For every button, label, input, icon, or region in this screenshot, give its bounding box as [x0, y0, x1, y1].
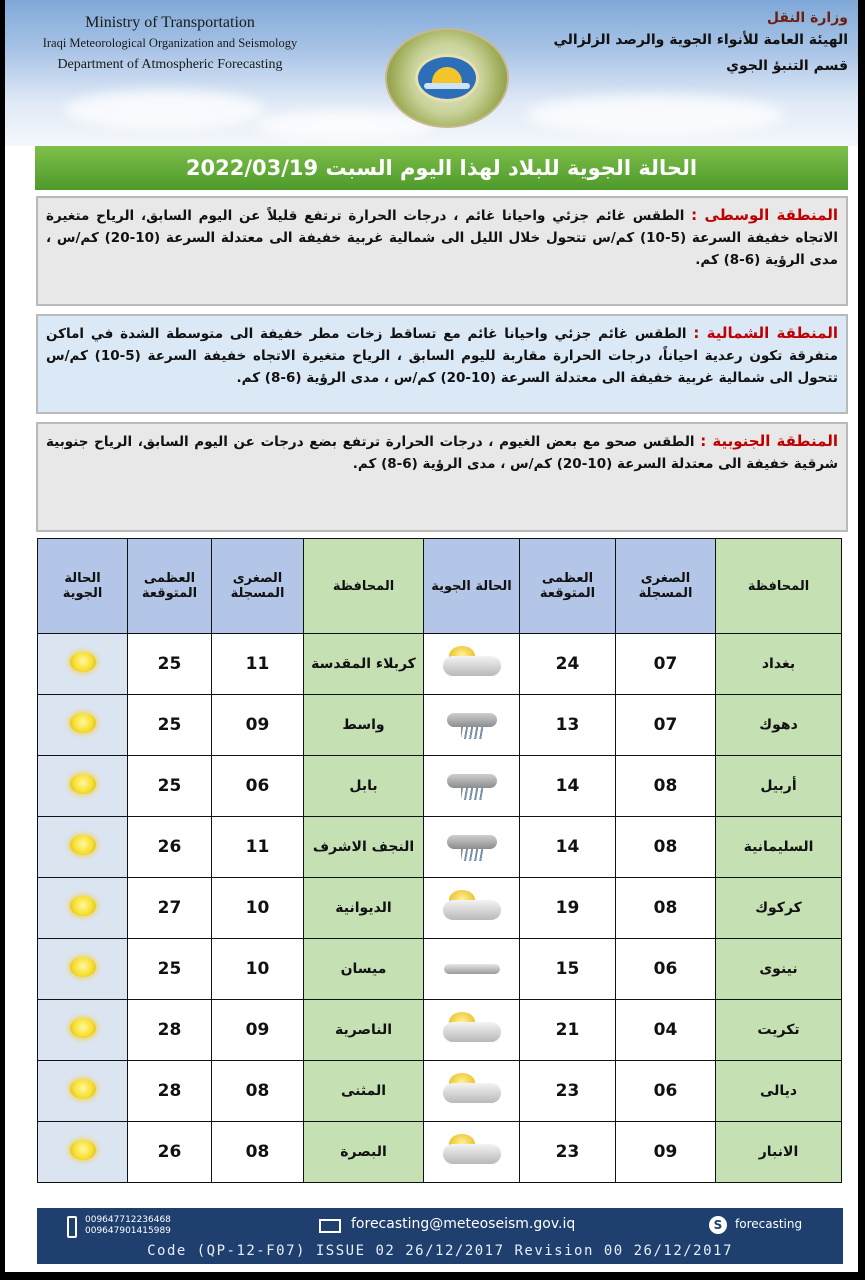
weather-1-cell: [424, 756, 520, 817]
governorate-2-cell: بابل: [304, 756, 424, 817]
min-temp-2-cell: 10: [212, 878, 304, 939]
cloud-icon: [444, 964, 500, 974]
email-link[interactable]: forecasting@meteoseism.gov.iq: [351, 1216, 576, 1232]
sun-icon: [70, 1079, 96, 1099]
header-weather-1: الحالة الجوية: [424, 539, 520, 634]
governorate-1-cell: بغداد: [716, 634, 842, 695]
phone-numbers: [85, 1215, 171, 1237]
table-row: [38, 1000, 842, 1061]
weather-2-cell: [38, 1122, 128, 1183]
region-south: [36, 422, 848, 532]
governorate-2-cell: كربلاء المقدسة: [304, 634, 424, 695]
organization-name-en: Iraqi Meteorological Organization and Seismology: [42, 36, 298, 50]
min-temp-2-cell: 09: [212, 1000, 304, 1061]
governorate-1-cell: الانبار: [716, 1122, 842, 1183]
max-temp-1-cell: 23: [520, 1122, 616, 1183]
max-temp-2-cell: 25: [128, 634, 212, 695]
max-temp-2-cell: 26: [128, 817, 212, 878]
governorate-2-cell: واسط: [304, 695, 424, 756]
max-temp-1-cell: 14: [520, 756, 616, 817]
table-row: [38, 1061, 842, 1122]
header-min-2: الصغرى المسجلة: [212, 539, 304, 634]
weather-1-cell: [424, 939, 520, 1000]
ministry-en: [25, 14, 315, 73]
min-temp-2-cell: 11: [212, 634, 304, 695]
partly-cloudy-icon: [443, 646, 501, 678]
document-code: Code (QP-12-F07) ISSUE 02 26/12/2017 Revision 00 26/12/2017: [147, 1243, 733, 1259]
weather-1-cell: [424, 878, 520, 939]
sun-icon: [70, 896, 96, 916]
region-south-name: المنطقة الجنوبية :: [700, 432, 838, 450]
ministry-name-ar: وزارة النقل: [766, 10, 848, 26]
weather-2-cell: [38, 939, 128, 1000]
skype-handle[interactable]: forecasting: [735, 1217, 803, 1231]
table-row: [38, 756, 842, 817]
phone-number-2: 009647901415989: [85, 1226, 171, 1236]
weather-2-cell: [38, 1000, 128, 1061]
sun-icon: [70, 835, 96, 855]
weather-2-cell: [38, 634, 128, 695]
max-temp-1-cell: 15: [520, 939, 616, 1000]
partly-cloudy-icon: [443, 1134, 501, 1166]
governorate-1-cell: ديالى: [716, 1061, 842, 1122]
min-temp-1-cell: 06: [616, 939, 716, 1000]
region-central-name: المنطقة الوسطى :: [691, 206, 838, 224]
min-temp-1-cell: 06: [616, 1061, 716, 1122]
table-row: [38, 695, 842, 756]
ministry-ar: [518, 10, 848, 74]
region-north: [36, 314, 848, 414]
footer-bar: [37, 1208, 843, 1264]
max-temp-2-cell: 27: [128, 878, 212, 939]
max-temp-2-cell: 25: [128, 695, 212, 756]
region-north-text: الطقس غائم جزئي واحيانا غائم مع تساقط زخات مطر خفيفة الى متوسطة الشدة في اماكن متفرقة تكون رعدية احياناً، درجات الحرارة مقاربة لليوم السابق ، الرياح متغيرة الاتجاه خفيفة السرعة (5-10) كم/س تتحول الى شمالية غربية خفيفة الى معتدلة السرعة (10-20) كم/س ، مدى الرؤية (6-8) كم.: [46, 326, 838, 386]
min-temp-2-cell: 08: [212, 1122, 304, 1183]
governorate-2-cell: الناصرية: [304, 1000, 424, 1061]
max-temp-2-cell: 28: [128, 1000, 212, 1061]
table-row: [38, 817, 842, 878]
header-weather-2: الحالة الجوية: [38, 539, 128, 634]
min-temp-1-cell: 09: [616, 1122, 716, 1183]
governorate-2-cell: البصرة: [304, 1122, 424, 1183]
weather-1-cell: [424, 1122, 520, 1183]
partly-cloudy-icon: [443, 890, 501, 922]
weather-2-cell: [38, 1061, 128, 1122]
sun-icon: [70, 1018, 96, 1038]
phone-number-1: 009647712236468: [85, 1215, 171, 1225]
governorate-2-cell: المثنى: [304, 1061, 424, 1122]
weather-1-cell: [424, 634, 520, 695]
organization-logo: [385, 28, 509, 128]
min-temp-2-cell: 06: [212, 756, 304, 817]
region-north-name: المنطقة الشمالية :: [693, 324, 838, 342]
weather-2-cell: [38, 817, 128, 878]
table-row: [38, 878, 842, 939]
sun-icon: [70, 774, 96, 794]
header-min-1: الصغرى المسجلة: [616, 539, 716, 634]
ministry-name-en: Ministry of Transportation: [85, 14, 255, 31]
forecast-page: [5, 0, 858, 1272]
region-central: [36, 196, 848, 306]
max-temp-2-cell: 25: [128, 756, 212, 817]
max-temp-2-cell: 26: [128, 1122, 212, 1183]
governorate-1-cell: دهوك: [716, 695, 842, 756]
department-name-ar: قسم التنبؤ الجوي: [726, 58, 848, 74]
rain-cloud-icon: [443, 768, 501, 800]
max-temp-1-cell: 14: [520, 817, 616, 878]
department-name-en: Department of Atmospheric Forecasting: [57, 57, 283, 72]
header-governorate-1: المحافظة: [716, 539, 842, 634]
forecast-table: [37, 538, 842, 1183]
governorate-2-cell: الديوانية: [304, 878, 424, 939]
header-governorate-2: المحافظة: [304, 539, 424, 634]
min-temp-2-cell: 10: [212, 939, 304, 1000]
phone-icon: [67, 1216, 77, 1238]
governorate-2-cell: النجف الاشرف: [304, 817, 424, 878]
sun-icon: [70, 713, 96, 733]
min-temp-2-cell: 09: [212, 695, 304, 756]
header-max-1: العظمى المتوقعة: [520, 539, 616, 634]
max-temp-2-cell: 28: [128, 1061, 212, 1122]
rain-cloud-icon: [443, 829, 501, 861]
weather-1-cell: [424, 695, 520, 756]
sun-icon: [70, 957, 96, 977]
partly-cloudy-icon: [443, 1073, 501, 1105]
min-temp-1-cell: 04: [616, 1000, 716, 1061]
rain-cloud-icon: [443, 707, 501, 739]
min-temp-1-cell: 08: [616, 756, 716, 817]
min-temp-1-cell: 08: [616, 878, 716, 939]
governorate-1-cell: تكريت: [716, 1000, 842, 1061]
table-row: [38, 939, 842, 1000]
max-temp-2-cell: 25: [128, 939, 212, 1000]
governorate-2-cell: ميسان: [304, 939, 424, 1000]
max-temp-1-cell: 13: [520, 695, 616, 756]
weather-1-cell: [424, 1061, 520, 1122]
weather-2-cell: [38, 695, 128, 756]
partly-cloudy-icon: [443, 1012, 501, 1044]
weather-2-cell: [38, 878, 128, 939]
min-temp-1-cell: 07: [616, 695, 716, 756]
table-row: [38, 1122, 842, 1183]
weather-2-cell: [38, 756, 128, 817]
weather-1-cell: [424, 1000, 520, 1061]
governorate-1-cell: نينوى: [716, 939, 842, 1000]
governorate-1-cell: أربيل: [716, 756, 842, 817]
page-title: الحالة الجوية للبلاد لهذا اليوم السبت 2022/03/19: [185, 156, 698, 180]
sun-icon: [70, 1140, 96, 1160]
min-temp-1-cell: 08: [616, 817, 716, 878]
max-temp-1-cell: 24: [520, 634, 616, 695]
min-temp-2-cell: 11: [212, 817, 304, 878]
organization-name-ar: الهيئة العامة للأنواء الجوية والرصد الزلزالي: [553, 32, 848, 48]
table-header-row: [38, 539, 842, 634]
header-max-2: العظمى المتوقعة: [128, 539, 212, 634]
region-central-text: الطقس غائم جزئي واحيانا غائم ، درجات الحرارة ترتفع قليلاً عن اليوم السابق، الرياح متغيرة الاتجاه خفيفة السرعة (5-10) كم/س تتحول خلال الليل الى شمالية غربية خفيفة الى معتدلة السرعة (10-20) كم/س ، مدى الرؤية (6-8) كم.: [46, 208, 838, 268]
mail-icon: [319, 1219, 341, 1233]
region-south-text: الطقس صحو مع بعض الغيوم ، درجات الحرارة ترتفع بضع درجات عن اليوم السابق، الرياح جنوبية شرقية خفيفة الى معتدلة السرعة (10-20) كم/س ، مدى الرؤية (6-8) كم.: [46, 434, 838, 472]
header-banner: [5, 0, 858, 146]
skype-icon: S: [709, 1216, 727, 1234]
governorate-1-cell: كركوك: [716, 878, 842, 939]
max-temp-1-cell: 23: [520, 1061, 616, 1122]
max-temp-1-cell: 21: [520, 1000, 616, 1061]
sun-icon: [70, 652, 96, 672]
governorate-1-cell: السليمانية: [716, 817, 842, 878]
min-temp-2-cell: 08: [212, 1061, 304, 1122]
min-temp-1-cell: 07: [616, 634, 716, 695]
table-row: [38, 634, 842, 695]
max-temp-1-cell: 19: [520, 878, 616, 939]
weather-1-cell: [424, 817, 520, 878]
logo-emblem: [415, 54, 479, 102]
